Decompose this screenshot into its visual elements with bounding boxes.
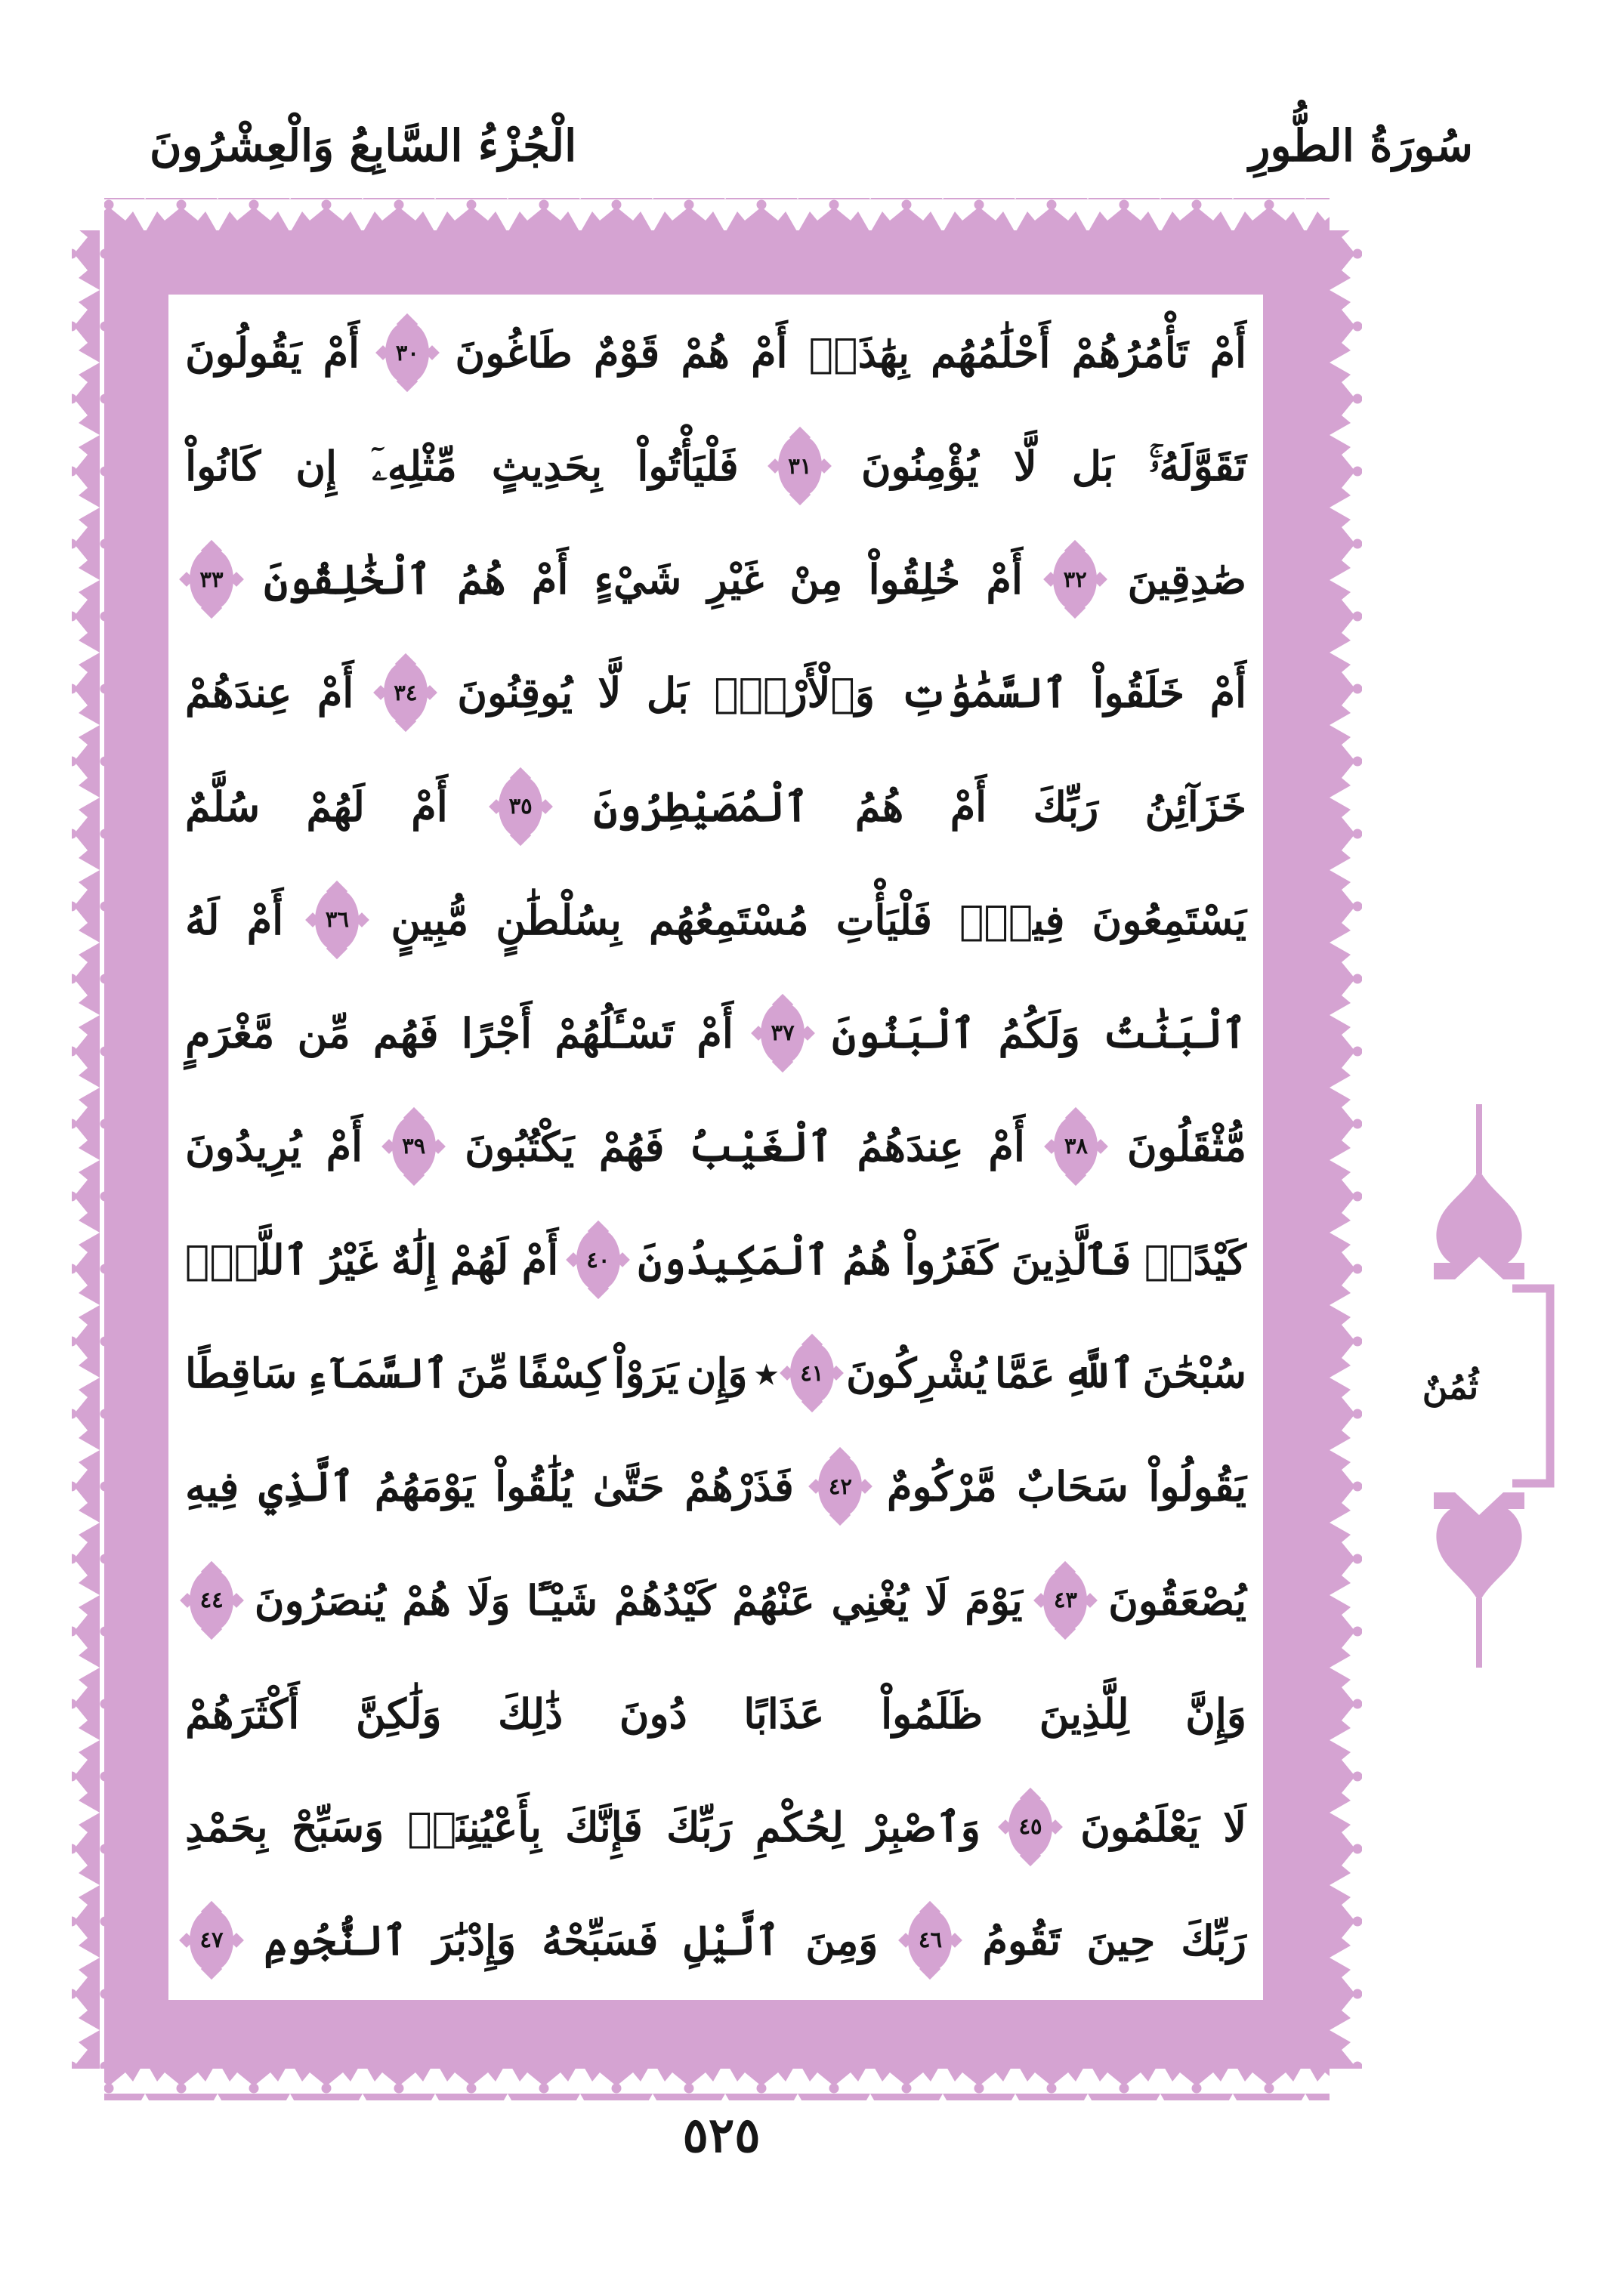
ayah-number: ٣٩	[402, 1133, 426, 1159]
verse-word: أَمْ	[751, 329, 788, 377]
quran-line	[168, 1430, 1263, 1543]
verse-word: مَّرْكُومٌ	[887, 1462, 997, 1511]
quran-line	[168, 750, 1263, 863]
verse-word: سَحَابٌ	[1017, 1462, 1129, 1511]
ayah-number: ٤٠	[586, 1246, 610, 1273]
verse-word: وَسَبِّحْ	[291, 1802, 385, 1851]
verse-word: خُلِقُواْ	[868, 555, 961, 604]
verse-word: ٱلْخَٰلِقُونَ	[264, 555, 431, 604]
verse-word: صَٰدِقِينَ	[1127, 555, 1246, 604]
verse-word: ٱلْبَنَٰتُ	[1103, 1008, 1246, 1057]
verse-word: كَيْدًاۖ	[1144, 1236, 1246, 1285]
verse-word: وَلَا	[467, 1575, 511, 1625]
verse-word: أَمْ	[1209, 668, 1246, 718]
verse-word: هُمُ	[854, 782, 904, 831]
verse-word: ٱلْمُصَيْطِرُونَ	[593, 782, 809, 831]
verse-word: ٭	[755, 1349, 778, 1398]
verse-word: عَذَابًا	[743, 1689, 825, 1738]
verse-word: فِيهِ	[185, 1462, 239, 1511]
verse-word: تَسْـَٔلُهُمْ	[554, 1008, 675, 1057]
quran-line	[168, 1544, 1263, 1657]
verse-word: يَكْتُبُونَ	[465, 1122, 575, 1171]
verse-word: هُمْ	[681, 329, 730, 377]
verse-word: يُلَٰقُواْ	[495, 1462, 573, 1511]
verse-word: لَهُ	[185, 895, 220, 944]
verse-word: يُرِيدُونَ	[185, 1122, 302, 1171]
ayah-marker	[576, 1229, 620, 1291]
verse-word: أَمْ	[521, 1236, 559, 1285]
verse-word: مَّغْرَمٍ	[185, 1008, 275, 1057]
verse-word: تَأْمُرُهُمْ	[1071, 329, 1189, 377]
quran-line	[168, 1657, 1263, 1770]
verse-word: تَقَوَّلَهُۥۚ	[1148, 442, 1246, 491]
verse-word: فَذَرْهُمْ	[684, 1462, 794, 1511]
verse-word: فَٱلَّذِينَ	[1011, 1236, 1132, 1285]
ayah-marker	[385, 322, 429, 384]
verse-word: يُشْرِكُونَ	[846, 1349, 987, 1398]
ayah-marker	[190, 548, 233, 610]
ayah-marker	[384, 662, 428, 724]
verse-word: سَاقِطًا	[185, 1349, 298, 1398]
verse-word: أَمْ	[246, 895, 284, 944]
verse-word: إِلَٰهٌ	[391, 1236, 437, 1285]
verse-word: يَرَوْاْ	[613, 1349, 679, 1398]
verse-word: أَمْ	[986, 555, 1023, 604]
verse-word: أَمْ	[950, 782, 987, 831]
quran-line	[168, 977, 1263, 1090]
verse-word: شَيْـًٔا	[527, 1575, 598, 1625]
verse-word: ٱلسَّمَٰوَٰتِ	[900, 668, 1067, 718]
verse-word: لَّا	[1013, 442, 1037, 491]
rub-marker-label: ثُمُنٌ	[1422, 1366, 1479, 1407]
verse-word: فَسَبِّحْهُ	[542, 1915, 659, 1964]
ayah-number: ٣٨	[1064, 1133, 1089, 1159]
verse-word: أَمْ	[317, 668, 354, 718]
verse-word: فَلْيَأْتُواْ	[637, 442, 739, 491]
verse-word: وَلَكُمُ	[998, 1008, 1080, 1057]
verse-word: إِن	[295, 442, 338, 491]
verse-word: وَإِدْبَٰرَ	[433, 1915, 517, 1964]
verse-word: رَبِّكَ	[1181, 1915, 1246, 1964]
verse-word: هُمْ	[402, 1575, 451, 1625]
verse-word: أَمْ	[1209, 329, 1246, 377]
ayah-marker	[908, 1909, 952, 1971]
verse-word: يُغْنِي	[831, 1575, 909, 1625]
verse-word: مُسْتَمِعُهُم	[649, 895, 809, 944]
verse-word: يَوْمَهُمُ	[374, 1462, 475, 1511]
verse-word: وَٱلْأَرْضَۚ	[714, 668, 875, 718]
verse-word: غَيْرِ	[707, 555, 764, 604]
verse-word: لَّا	[598, 668, 622, 718]
verse-word: ظَلَمُواْ	[881, 1689, 984, 1738]
verse-word: أَجْرًا	[461, 1008, 533, 1057]
verse-word: يَسْتَمِعُونَ	[1092, 895, 1246, 944]
verse-word: غَيْرُ	[321, 1236, 378, 1285]
ayah-number: ٤٢	[828, 1473, 853, 1499]
ayah-marker	[190, 1909, 233, 1971]
quran-line	[168, 1316, 1263, 1430]
frame-edge-right	[1329, 230, 1362, 2069]
ayah-number: ٤٥	[1018, 1813, 1042, 1840]
ayah-number: ٤٣	[1053, 1587, 1078, 1613]
verse-word: كَفَرُواْ	[904, 1236, 999, 1285]
verse-word: ٱلسَّمَآءِ	[304, 1349, 449, 1398]
frame-edge-bottom	[104, 2067, 1330, 2100]
verse-word: يُؤْمِنُونَ	[860, 442, 979, 491]
verse-word: تَقُومُ	[982, 1915, 1061, 1964]
ayah-number: ٣٢	[1063, 566, 1087, 592]
quran-line	[168, 863, 1263, 977]
verse-word: فِيهِۖ	[959, 895, 1065, 944]
ayah-marker	[761, 1002, 805, 1064]
verse-word: مِّن	[297, 1008, 351, 1057]
quran-line	[168, 636, 1263, 749]
verse-word: هُمُ	[842, 1236, 891, 1285]
verse-word: بِأَعْيُنِنَاۖ	[407, 1802, 542, 1851]
verse-word: فَإِنَّكَ	[565, 1802, 643, 1851]
page-number: ٥٢٥	[682, 2106, 761, 2164]
ayah-number: ٣٠	[395, 339, 419, 366]
verse-word: عَمَّا	[994, 1349, 1055, 1398]
verse-word: يَوْمَ	[965, 1575, 1023, 1625]
frame-edge-left	[72, 230, 105, 2069]
verse-word: لِحُكْمِ	[755, 1802, 844, 1851]
verse-word: أَمْ	[696, 1008, 734, 1057]
ayah-marker	[1008, 1796, 1052, 1858]
verse-word: ٱللَّهِ	[1063, 1349, 1135, 1398]
verse-word: فَهُمْ	[598, 1122, 665, 1171]
verse-word: وَإِن	[686, 1349, 748, 1398]
frame-edge-top	[104, 198, 1330, 231]
verse-word: بَل	[1071, 442, 1114, 491]
verse-word: حَتَّىٰ	[592, 1462, 665, 1511]
verse-word: أَحْلَٰمُهُم	[931, 329, 1051, 377]
ayah-marker	[392, 1116, 436, 1177]
verse-word: مِنْ	[789, 555, 843, 604]
quran-line	[168, 409, 1263, 523]
verse-word: يَقُولُونَ	[185, 329, 302, 377]
quran-line	[168, 1203, 1263, 1316]
verse-word: يَقُولُواْ	[1148, 1462, 1246, 1511]
verse-word: مِّنَ	[456, 1349, 509, 1398]
verse-word: كَانُواْ	[185, 442, 261, 491]
ayah-number: ٣٣	[199, 566, 224, 592]
verse-word: مُّثْقَلُونَ	[1127, 1122, 1246, 1171]
verse-word: هُمُ	[457, 555, 506, 604]
verse-word: كَيْدُهُمْ	[613, 1575, 716, 1625]
ayah-number: ٣٧	[771, 1020, 795, 1046]
verse-word: ٱلْغَيْبُ	[689, 1122, 832, 1171]
verse-word: طَاغُونَ	[455, 329, 573, 377]
verse-word: ذَٰلِكَ	[498, 1689, 564, 1738]
verse-word: ٱلْبَنُونَ	[832, 1008, 976, 1057]
verse-word: ٱللَّهِۚ	[185, 1236, 309, 1285]
verse-word: يُنصَرُونَ	[254, 1575, 386, 1625]
verse-word: وَمِنَ	[805, 1915, 879, 1964]
verse-word: مِّثْلِهِۦٓ	[372, 442, 457, 491]
verse-word: أَمْ	[323, 329, 360, 377]
verse-word: رَبِّكَ	[666, 1802, 732, 1851]
verse-word: عِندَهُمُ	[857, 1122, 964, 1171]
quran-line	[168, 1884, 1263, 1997]
verse-word: يُصْعَقُونَ	[1108, 1575, 1246, 1625]
ayah-number: ٣١	[788, 452, 812, 479]
verse-word: حِينَ	[1086, 1915, 1156, 1964]
ayah-marker	[818, 1455, 862, 1517]
ayah-marker	[499, 776, 542, 838]
verse-word: بِحَمْدِ	[185, 1802, 268, 1851]
ayah-marker	[190, 1569, 233, 1631]
verse-word: ٱلنُّجُومِ	[264, 1915, 408, 1964]
verse-word: بِهَٰذَآۚ	[808, 329, 910, 377]
surah-title: سُورَةُ الطُّورِ	[1249, 120, 1473, 171]
ayah-marker	[1054, 1116, 1098, 1177]
verse-word: ٱلَّيْلِ	[684, 1915, 780, 1964]
verse-word: أَمْ	[531, 555, 569, 604]
ayah-number: ٤١	[800, 1359, 824, 1386]
verse-word: وَٱصْبِرْ	[867, 1802, 981, 1851]
ayah-marker	[315, 889, 359, 951]
verse-word: أَمْ	[411, 782, 448, 831]
verse-word: شَيْءٍ	[594, 555, 682, 604]
ayah-marker	[790, 1342, 834, 1404]
verse-word: لَهُمْ	[449, 1236, 509, 1285]
verse-word: يَعْلَمُونَ	[1080, 1802, 1200, 1851]
verse-word: مُّبِينٍ	[391, 895, 469, 944]
verse-word: خَلَقُواْ	[1092, 668, 1185, 718]
ayah-number: ٤٦	[918, 1927, 943, 1953]
verse-word: لَهُمْ	[306, 782, 365, 831]
verse-word: يُوقِنُونَ	[457, 668, 573, 718]
verse-word: ٱلَّذِي	[258, 1462, 355, 1511]
quran-line	[168, 523, 1263, 636]
verse-word: سُبْحَٰنَ	[1142, 1349, 1246, 1398]
ayah-number: ٤٧	[199, 1927, 224, 1953]
verse-word: لَا	[925, 1575, 949, 1625]
verse-word: وَلَٰكِنَّ	[356, 1689, 442, 1738]
verse-word: أَمْ	[988, 1122, 1025, 1171]
ayah-marker	[1053, 548, 1097, 610]
ayah-number: ٤٤	[199, 1587, 224, 1613]
verse-word: بِسُلْطَٰنٍ	[496, 895, 622, 944]
verse-word: لِلَّذِينَ	[1039, 1689, 1129, 1738]
verse-word: لَا	[1223, 1802, 1246, 1851]
verse-word: فَلْيَأْتِ	[835, 895, 932, 944]
ayah-number: ٣٤	[394, 679, 418, 705]
ayah-marker	[778, 435, 822, 497]
verse-word: خَزَآئِنُ	[1144, 782, 1246, 831]
verse-word: كِسْفًا	[517, 1349, 607, 1398]
quran-line	[168, 1770, 1263, 1884]
verse-word: أَكْثَرَهُمْ	[185, 1689, 300, 1738]
quran-line	[168, 1090, 1263, 1203]
verse-word: سُلَّمٌ	[185, 782, 261, 831]
verse-word: بَل	[646, 668, 689, 718]
verse-word: قَوْمٌ	[594, 329, 660, 377]
verse-word: عِندَهُمْ	[185, 668, 292, 718]
quran-line	[168, 296, 1263, 409]
verse-word: أَمْ	[326, 1122, 363, 1171]
verse-word: فَهُم	[372, 1008, 439, 1057]
ayah-number: ٣٥	[508, 793, 533, 819]
ayah-number: ٣٦	[325, 906, 349, 933]
ayah-marker	[1043, 1569, 1087, 1631]
verse-word: وَإِنَّ	[1185, 1689, 1246, 1738]
verse-word: ٱلْمَكِيدُونَ	[638, 1236, 829, 1285]
verse-word: دُونَ	[619, 1689, 687, 1738]
quran-text-area	[168, 296, 1263, 1997]
verse-word: رَبِّكَ	[1033, 782, 1099, 831]
verse-word: عَنْهُمْ	[732, 1575, 815, 1625]
juz-title: الْجُزْءُ السَّابِعُ وَالْعِشْرُونَ	[150, 120, 577, 171]
verse-word: بِحَدِيثٍ	[491, 442, 603, 491]
